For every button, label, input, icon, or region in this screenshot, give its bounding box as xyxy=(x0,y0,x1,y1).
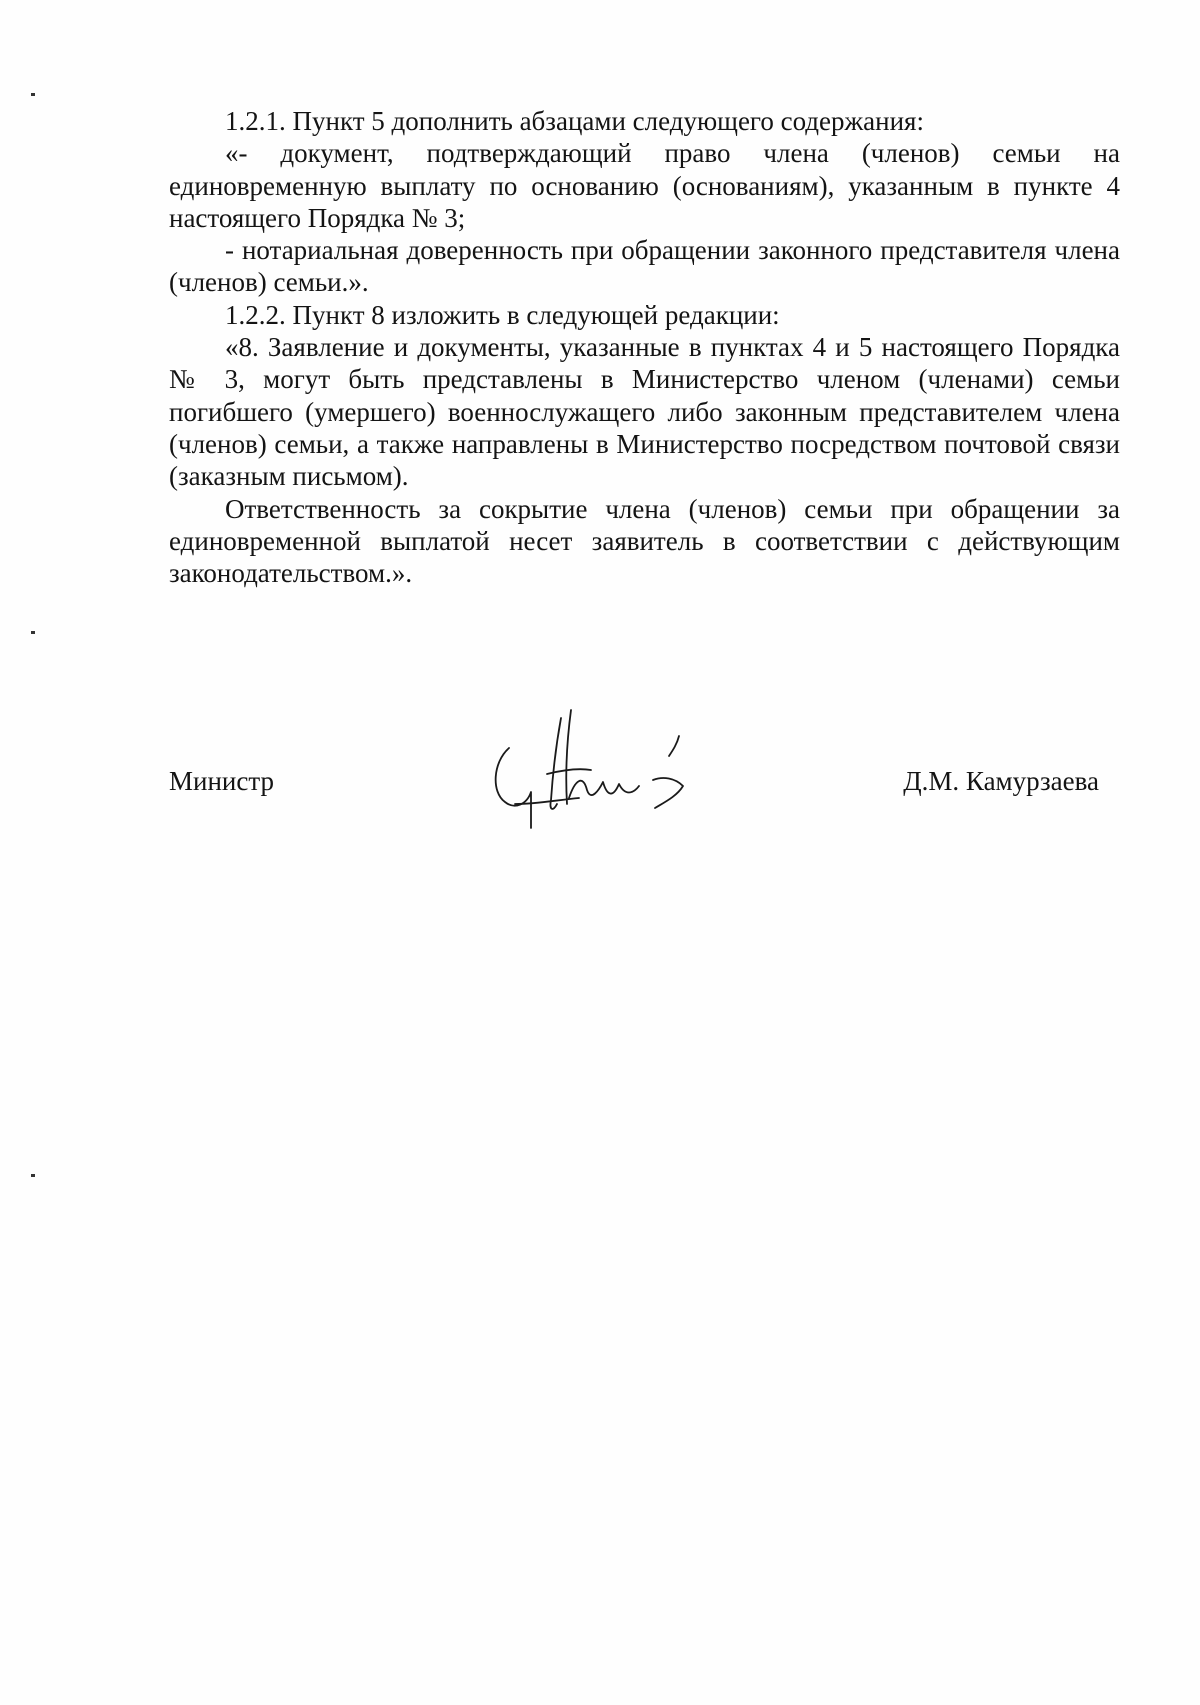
scan-speck xyxy=(31,1174,35,1177)
scan-speck xyxy=(31,93,35,96)
scan-speck xyxy=(31,631,35,634)
paragraph-point-8: «8. Заявление и документы, указанные в пунктах 4 и 5 настоящего Порядка № 3, могут быть представлены в Министерство членом (членами) семьи погибшего (умершего) военнослужащего либо законным представителем члена (членов) семьи, а также направлены в Министерство посредством почтовой связи (заказным письмом). xyxy=(169,332,1120,492)
handwritten-signature-icon xyxy=(487,700,727,840)
paragraph-responsibility: Ответственность за сокрытие члена (членов) семьи при обращении за единовременной выплатой несет заявитель в соответствии с действующим законодательством.». xyxy=(169,493,1120,589)
paragraph-document-clause: «- документ, подтверждающий право члена (членов) семьи на единовременную выплату по основанию (основаниям), указанным в пункте 4 настоящего Порядка № 3; xyxy=(169,138,1120,233)
paragraph-1-2-1: 1.2.1. Пункт 5 дополнить абзацами следующего содержания: xyxy=(225,106,924,136)
signer-position: Министр xyxy=(169,766,274,796)
paragraph-notarial-clause: - нотариальная доверенность при обращении законного представителя члена (членов) семьи.». xyxy=(169,235,1120,298)
signer-name: Д.М. Камурзаева xyxy=(903,766,1099,796)
document-body xyxy=(169,105,1120,589)
signature-block xyxy=(169,700,1120,850)
paragraph-1-2-2: 1.2.2. Пункт 8 изложить в следующей редакции: xyxy=(225,299,780,330)
